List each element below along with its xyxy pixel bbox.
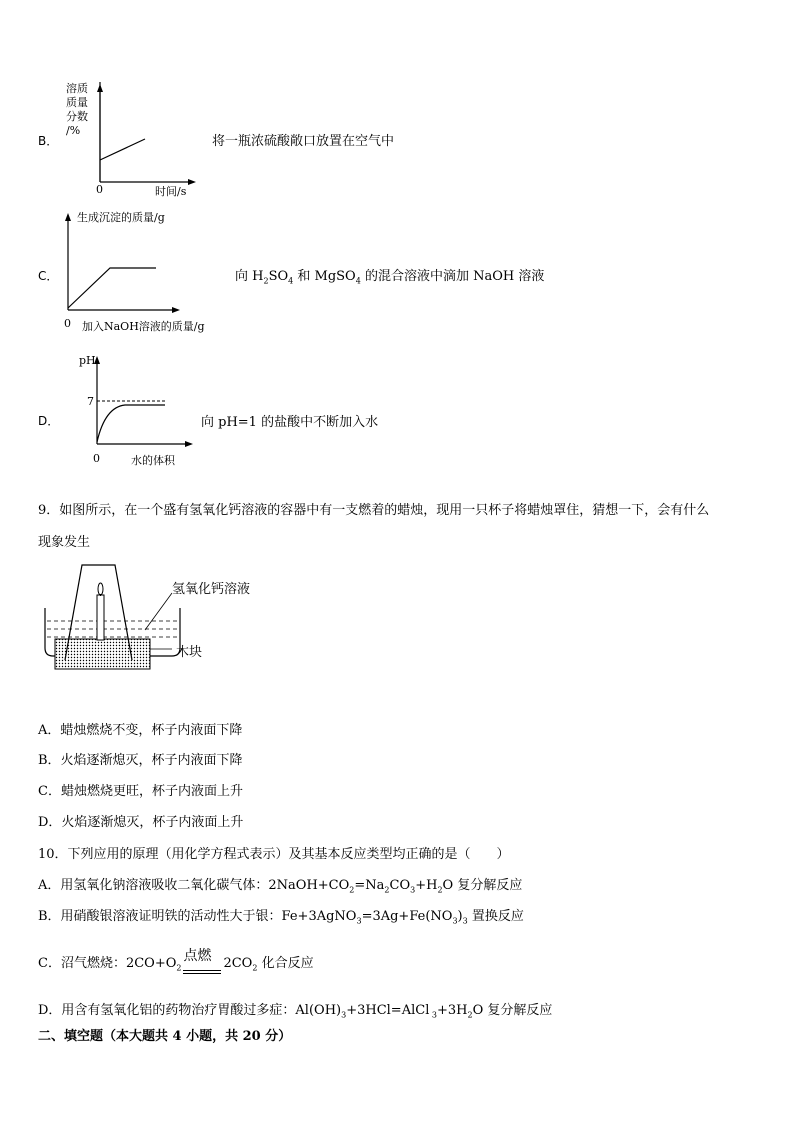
option-b-description: 将一瓶浓硫酸敞口放置在空气中: [212, 134, 395, 149]
candle: [97, 595, 104, 640]
option-c-letter: C．: [38, 269, 59, 283]
q10-option-a: A．用氢氧化钠溶液吸收二氧化碳气体：$2NaOH+CO_2=Na_2CO_3+H_2O$ 复分解反应: [38, 878, 523, 895]
q9-stem-line2: 现象发生: [38, 535, 91, 550]
option-c-ylabel: 生成沉淀的质量/g: [77, 211, 165, 224]
label-calcium-hydroxide-solution: 氢氧化钙溶液: [172, 582, 251, 597]
option-d-graph: [85, 352, 195, 452]
q10-stem: 10．下列应用的原理（用化学方程式表示）及其基本反应类型均正确的是（ ）: [38, 847, 510, 862]
q10-option-c: C．沼气燃烧：$2CO+O_2$ 点燃 $2CO_2$ 化合反应: [38, 948, 314, 973]
q9-option-c: C．蜡烛燃烧更旺，杯子内液面上升: [38, 784, 243, 799]
label-wood-block: 木块: [176, 645, 203, 660]
option-c-graph: [60, 210, 180, 315]
section-two-heading: 二、填空题（本大题共 4 小题，共 20 分）: [38, 1029, 292, 1044]
option-d-description: 向 pH=1 的盐酸中不断加入水: [201, 415, 379, 430]
option-d-letter: D．: [38, 414, 60, 428]
option-d-ylabel: pH: [79, 354, 96, 367]
option-d-curve: [97, 405, 165, 442]
option-c-curve: [68, 268, 156, 308]
q9-option-d: D．火焰逐渐熄灭，杯子内液面上升: [38, 815, 244, 830]
option-c-xlabel: 加入NaOH溶液的质量/g: [82, 320, 205, 333]
option-b-ylabel: 溶质 质量 分数 /%: [66, 82, 88, 137]
option-b-xlabel: 时间/s: [155, 185, 187, 198]
option-b-letter: B．: [38, 134, 59, 148]
wood-block: [55, 639, 150, 669]
q10-option-b: B．用硝酸银溶液证明铁的活动性大于银：$Fe+3AgNO_3=3Ag+Fe(NO_3)_3$ 置换反应: [38, 909, 524, 926]
option-d-tick-7: 7: [87, 395, 94, 408]
option-d-xlabel: 水的体积: [131, 454, 175, 467]
q10-option-d: D．用含有氢氧化铝的药物治疗胃酸过多症：$Al(OH)_3+3HCl=AlCl$ $_3+3H_2O$ 复分解反应: [38, 1003, 553, 1020]
option-c-description: 向 $H_2SO_4$ 和 MgSO$_4$ 的混合溶液中滴加 NaOH 溶液: [235, 269, 545, 286]
flame: [98, 583, 103, 595]
option-b-curve: [100, 139, 145, 160]
option-c-origin: 0: [64, 317, 71, 330]
q9-option-b: B．火焰逐渐熄灭，杯子内液面下降: [38, 753, 243, 768]
option-d-origin: 0: [93, 452, 100, 465]
option-b-origin: 0: [96, 183, 103, 196]
q9-stem-line1: 9．如图所示，在一个盛有氢氧化钙溶液的容器中有一支燃着的蜡烛，现用一只杯子将蜡烛罩住，猜想一下，会有什么: [38, 503, 710, 518]
q9-option-a: A．蜡烛燃烧不变，杯子内液面下降: [38, 723, 243, 738]
